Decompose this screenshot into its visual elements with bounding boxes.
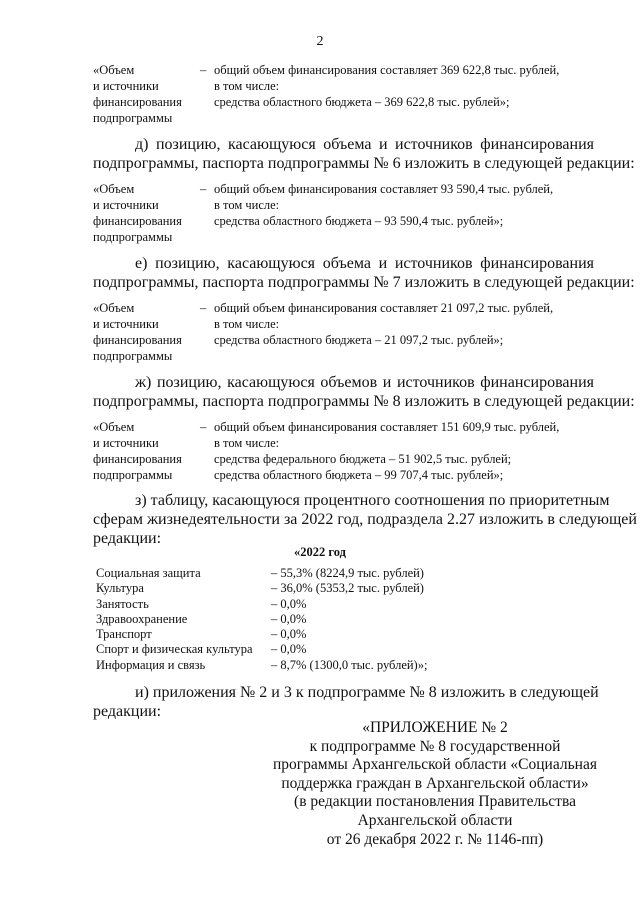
paragraph-d: д) позицию, касающуюся объема и источников финансирования подпрограммы, паспорта подпрограммы № 6 изложить в следующей редакции: bbox=[93, 136, 635, 172]
row-value: – 0,0% bbox=[271, 611, 307, 626]
financing-dash: – bbox=[200, 182, 207, 196]
page-number: 2 bbox=[316, 34, 324, 49]
financing-label: «Объем и источники финансирования подпрограммы bbox=[93, 63, 182, 125]
paragraph-zh: ж) позицию, касающуюся объемов и источников финансирования подпрограммы, паспорта подпрограммы № 8 изложить в следующей редакции: bbox=[93, 374, 635, 410]
row-name: Информация и связь bbox=[96, 657, 206, 672]
financing-label: «Объем и источники финансирования подпрограммы bbox=[93, 301, 182, 363]
row-name: Транспорт bbox=[96, 627, 152, 642]
financing-dash: – bbox=[200, 63, 207, 77]
financing-dash: – bbox=[200, 420, 207, 434]
row-value: – 36,0% (5353,2 тыс. рублей) bbox=[271, 581, 424, 596]
financing-text: общий объем финансирования составляет 93 590,4 тыс. рублей, в том числе: средства областного бюджета – 93 590,4 тыс. рублей»; bbox=[214, 182, 554, 228]
paragraph-i: и) приложения № 2 и 3 к подпрограмме № 8 изложить в следующей редакции: bbox=[93, 684, 599, 720]
row-value: – 0,0% bbox=[271, 596, 307, 611]
financing-label: «Объем и источники финансирования подпрограммы bbox=[93, 420, 182, 482]
financing-label: «Объем и источники финансирования подпрограммы bbox=[93, 182, 182, 244]
row-value: – 8,7% (1300,0 тыс. рублей)»; bbox=[271, 657, 428, 672]
table-title: «2022 год bbox=[294, 545, 346, 559]
row-name: Здравоохранение bbox=[96, 611, 188, 626]
row-value: – 0,0% bbox=[271, 642, 307, 657]
row-name: Спорт и физическая культура bbox=[96, 642, 253, 657]
row-value: – 0,0% bbox=[271, 627, 307, 642]
financing-text: общий объем финансирования составляет 151 609,9 тыс. рублей, в том числе: средства федерального бюджета – 51 902,5 тыс. рублей; средства областного бюджета – 99 707,4 тыс. рублей»; bbox=[214, 420, 560, 482]
row-name: Культура bbox=[96, 581, 144, 596]
row-value: – 55,3% (8224,9 тыс. рублей) bbox=[271, 566, 424, 580]
financing-dash: – bbox=[200, 301, 207, 315]
annex-header: «ПРИЛОЖЕНИЕ № 2 к подпрограмме № 8 государственной программы Архангельской области «Социальная поддержка граждан в Архангельской области» (в редакции постановления Правительства Архангельской области от 26 декабря 2022 г. № 1146-пп) bbox=[273, 719, 597, 848]
row-name: Социальная защита bbox=[96, 566, 201, 580]
financing-text: общий объем финансирования составляет 369 622,8 тыс. рублей, в том числе: средства областного бюджета – 369 622,8 тыс. рублей»; bbox=[214, 63, 560, 109]
paragraph-e: е) позицию, касающуюся объема и источников финансирования подпрограммы, паспорта подпрограммы № 7 изложить в следующей редакции: bbox=[93, 255, 635, 291]
row-name: Занятость bbox=[96, 596, 149, 611]
financing-text: общий объем финансирования составляет 21 097,2 тыс. рублей, в том числе: средства областного бюджета – 21 097,2 тыс. рублей»; bbox=[214, 301, 554, 347]
paragraph-z: з) таблицу, касающуюся процентного соотношения по приоритетным сферам жизнедеятельности за 2022 год, подраздела 2.27 изложить в следующей редакции: bbox=[93, 492, 637, 547]
